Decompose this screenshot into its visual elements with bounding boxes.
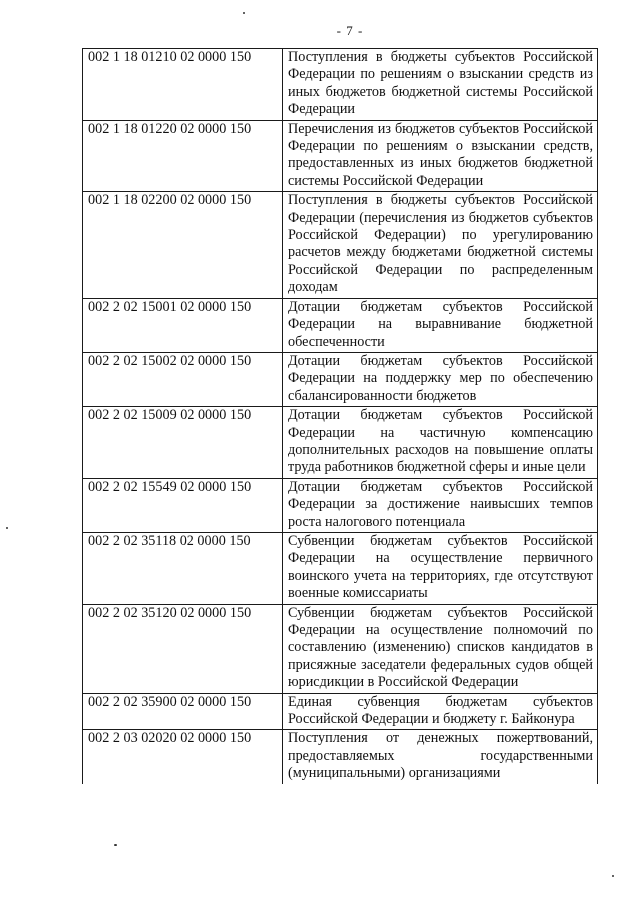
classification-code: 002 2 02 35120 02 0000 150: [83, 604, 283, 693]
classification-code: 002 2 02 15002 02 0000 150: [83, 352, 283, 406]
table-row: [83, 730, 598, 784]
code-description: Единая субвенция бюджетам субъектов Российской Федерации и бюджету г. Байконура: [283, 693, 598, 730]
scan-speck: [6, 527, 8, 529]
code-description: Субвенции бюджетам субъектов Российской Федерации на осуществление полномочий по составлению (изменению) списков кандидатов в присяжные заседатели федеральных судов общей юрисдикции в Российской Федерации: [283, 604, 598, 693]
code-description: Перечисления из бюджетов субъектов Российской Федерации по решениям о взыскании средств, предоставленных из иных бюджетов бюджетной системы Российской Федерации: [283, 120, 598, 192]
classification-code: 002 2 02 35900 02 0000 150: [83, 693, 283, 730]
scan-speck: [114, 844, 117, 846]
table-row: [83, 407, 598, 479]
page-number: - 7 -: [336, 23, 364, 38]
classification-code: 002 2 02 35118 02 0000 150: [83, 532, 283, 604]
classification-code: 002 1 18 02200 02 0000 150: [83, 192, 283, 298]
classification-code: 002 1 18 01220 02 0000 150: [83, 120, 283, 192]
table-row: [83, 49, 598, 121]
table-row: [83, 532, 598, 604]
classification-code: 002 1 18 01210 02 0000 150: [83, 49, 283, 121]
classification-code: 002 2 02 15009 02 0000 150: [83, 407, 283, 479]
code-description: Субвенции бюджетам субъектов Российской Федерации на осуществление первичного воинского учета на территориях, где отсутствуют военные комиссариаты: [283, 532, 598, 604]
code-description: Дотации бюджетам субъектов Российской Федерации на поддержку мер по обеспечению сбалансированности бюджетов: [283, 352, 598, 406]
code-description: Поступления от денежных пожертвований, предоставляемых государственными (муниципальными) организациями: [283, 730, 598, 784]
code-description: Дотации бюджетам субъектов Российской Федерации за достижение наивысших темпов роста налогового потенциала: [283, 478, 598, 532]
classification-code: 002 2 02 15001 02 0000 150: [83, 298, 283, 352]
classification-code: 002 2 02 15549 02 0000 150: [83, 478, 283, 532]
table-row: [83, 693, 598, 730]
classification-code: 002 2 03 02020 02 0000 150: [83, 730, 283, 784]
code-description: Поступления в бюджеты субъектов Российской Федерации (перечисления из бюджетов субъектов Российской Федерации) по урегулированию расчетов между бюджетами бюджетной системы Российской Федерации по распределенным доходам: [283, 192, 598, 298]
table-row: [83, 120, 598, 192]
table-row: [83, 478, 598, 532]
table-row: [83, 352, 598, 406]
scan-speck: [243, 12, 245, 14]
table-row: [83, 298, 598, 352]
scan-speck: [612, 875, 614, 877]
budget-codes-table: [82, 48, 598, 784]
table-row: [83, 192, 598, 298]
table-row: [83, 604, 598, 693]
code-description: Поступления в бюджеты субъектов Российской Федерации по решениям о взыскании средств из иных бюджетов бюджетной системы Российской Федерации: [283, 49, 598, 121]
code-description: Дотации бюджетам субъектов Российской Федерации на выравнивание бюджетной обеспеченности: [283, 298, 598, 352]
code-description: Дотации бюджетам субъектов Российской Федерации на частичную компенсацию дополнительных расходов на повышение оплаты труда работников бюджетной сферы и иные цели: [283, 407, 598, 479]
